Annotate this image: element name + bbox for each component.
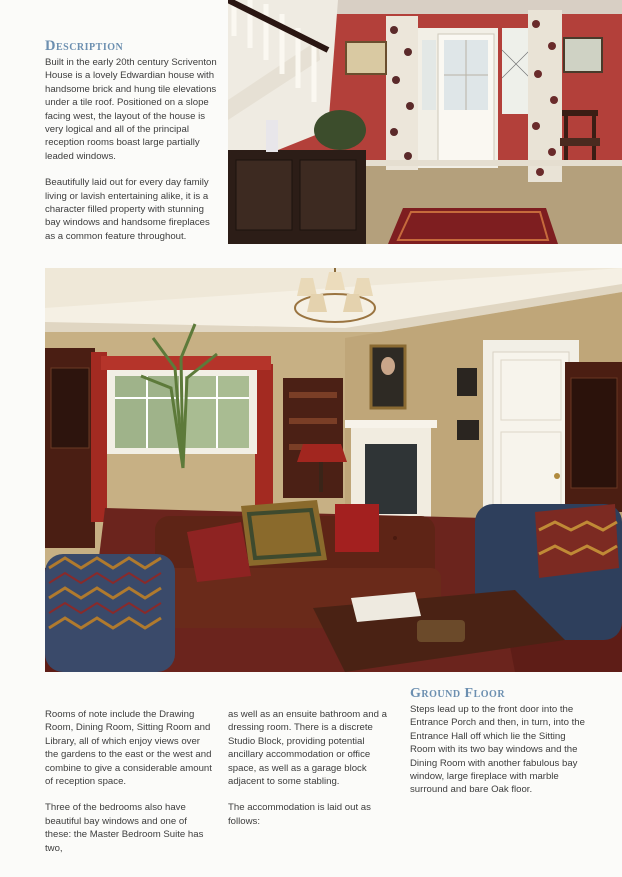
bedrooms-paragraph: Three of the bedrooms also have beautiful bay windows and one of these: the Master Bedroom Suite has two, bbox=[45, 802, 204, 854]
description-paragraph: Built in the early 20th century Scriventon House is a lovely Edwardian house with handsome brick and hung tile elevations under a tile roof. Positioned on a slope facing west, the layout of the house is very logical and all of the principal reception rooms boast large partially leaded windows. bbox=[45, 57, 217, 162]
description-heading: Description bbox=[45, 38, 124, 54]
studio-paragraph: as well as an ensuite bathroom and a dressing room. There is a discrete Studio Block, providing potential ancillary accommodation or office space, as well as a garage block adjacent to some stabling. bbox=[228, 709, 387, 788]
description-text bbox=[45, 56, 220, 256]
rooms-paragraph: Rooms of note include the Drawing Room, Dining Room, Sitting Room and Library, all of which enjoy views over the gardens to the east or the west and combine to give a considerable amount of reception space. bbox=[45, 709, 212, 788]
sitting-room-photo bbox=[45, 268, 622, 672]
entrance-hall-photo bbox=[228, 0, 622, 244]
ground-floor-heading: Ground Floor bbox=[410, 686, 506, 701]
rooms-column bbox=[45, 708, 213, 868]
ground-floor-paragraph: Steps lead up to the front door into the Entrance Porch and then, in turn, into the Entrance Hall off which lie the Sitting Room with its two bay windows and the Dining Room with another fabulous bay window, large fireplace with marble surround and bare Oak floor. bbox=[410, 704, 585, 796]
accommodation-paragraph: The accommodation is laid out as follows: bbox=[228, 802, 371, 827]
description-paragraph: Beautifully laid out for every day family living or lavish entertaining alike, it is a character filled property with stunning bay windows and handsome fireplaces as a common feature throughout. bbox=[45, 177, 210, 242]
ground-floor-text bbox=[410, 703, 588, 810]
accommodation-column bbox=[228, 708, 398, 841]
